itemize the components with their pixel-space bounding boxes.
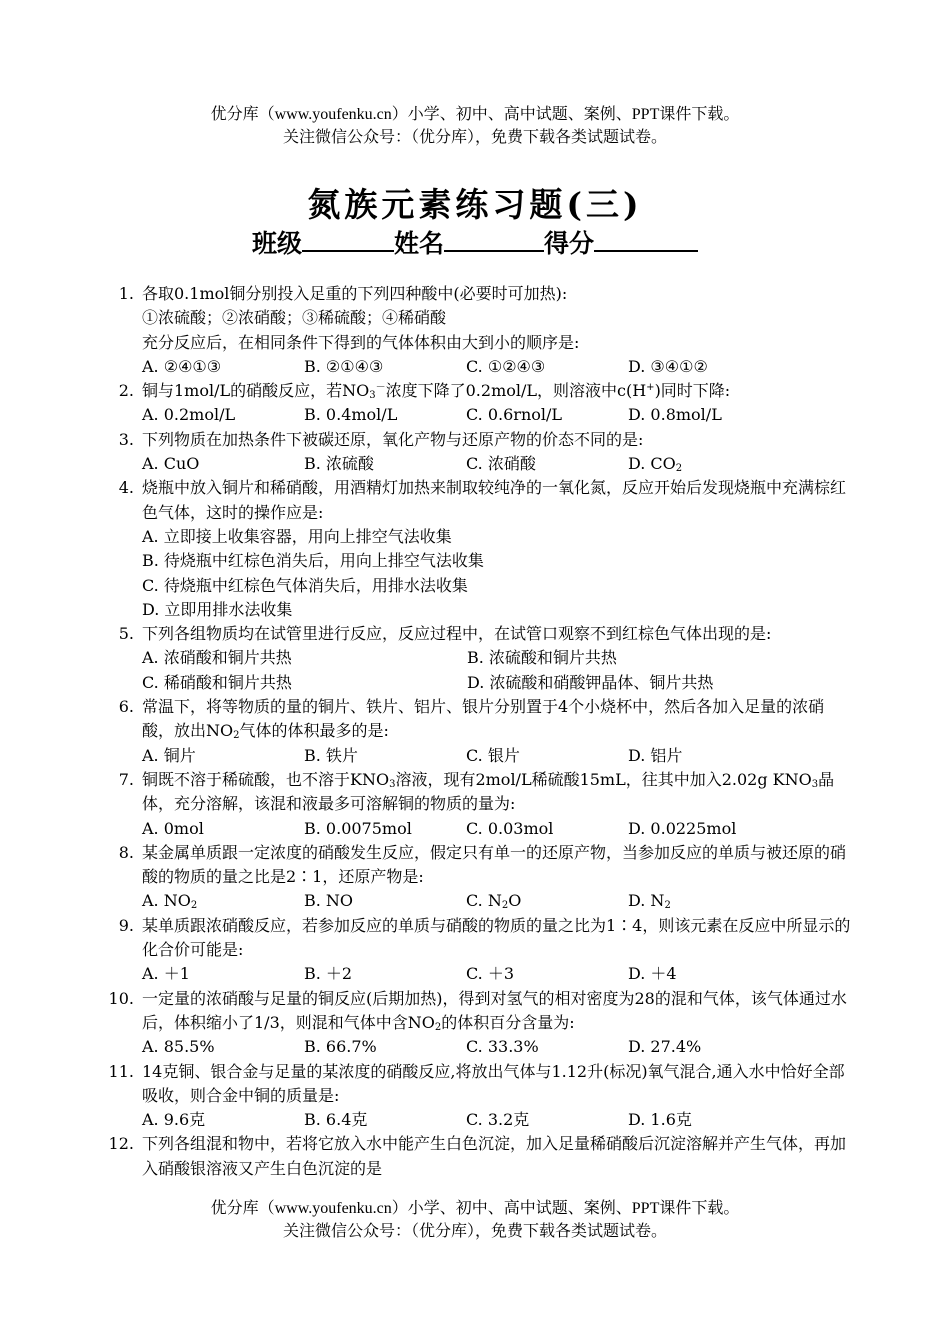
footer-line-2: 关注微信公众号：（优分库），免费下载各类试题试卷。 [282,1221,667,1240]
name-blank[interactable] [444,226,544,252]
option-a[interactable]: A. 铜片 [142,745,196,765]
option-d[interactable]: D. 1.6克 [628,1110,692,1130]
option-c[interactable]: C. 银片 [466,745,520,765]
question-number: 2. [118,381,134,401]
question-text: 烧瓶中放入铜片和稀硝酸，用酒精灯加热来制取较纯净的一氧化氮，反应开始后发现烧瓶中充满棕红色气体，这时的操作应是: [142,478,847,522]
question-text: 铜与1mol/L的硝酸反应，若$NO_3^-$浓度下降了0.2mol/L，则溶液中c(H+)同时下降: [142,381,731,402]
class-label: 班级 [251,229,302,258]
question-text: 下列各组混和物中，若将它放入水中能产生白色沉淀，加入足量稀硝酸后沉淀溶解并产生气体，再加入硝酸银溶液又产生白色沉淀的是 [142,1134,847,1178]
option-d[interactable]: D. 27.4% [628,1037,702,1057]
score-blank[interactable] [594,226,698,252]
option-a[interactable]: A. CuO [142,454,200,474]
option-a[interactable]: A. $NO_2$ [142,891,198,912]
option-c[interactable]: C. ＋3 [466,964,515,984]
question-text: 下列物质在加热条件下被碳还原，氧化产物与还原产物的价态不同的是: [142,429,644,449]
question-5 [0,622,950,695]
option-b[interactable]: B. 6.4克 [304,1110,368,1130]
question-4 [0,476,950,622]
question-number: 9. [118,915,134,935]
question-text: 一定量的浓硝酸与足量的铜反应(后期加热)，得到对氢气的相对密度为28的混和气体，该气体通过水后，体积缩小了1/3，则混和气体中含$NO_2$的体积百分含量为: [142,988,847,1033]
option-a[interactable]: A. 0.2mol/L [142,405,236,425]
option-c[interactable]: C. ①②④③ [466,356,546,376]
question-list [0,282,950,1181]
option-a[interactable]: A. 立即接上收集容器，用向上排空气法收集 [142,526,452,546]
option-c[interactable]: C. 浓硝酸 [466,454,536,474]
question-number: 12. [108,1134,134,1154]
question-7 [0,768,950,841]
option-b[interactable]: B. 0.4mol/L [304,405,398,425]
footer-line-1: 优分库（www.youfenku.cn）小学、初中、高中试题、案例、PPT课件下载。 [210,1200,740,1217]
class-blank[interactable] [302,226,394,252]
question-9 [0,914,950,987]
option-a[interactable]: A. 浓硝酸和铜片共热 [142,648,292,668]
options-row [0,962,950,986]
option-b[interactable]: B. ＋2 [304,964,353,984]
option-b[interactable]: B. 66.7% [304,1037,377,1057]
question-10 [0,987,950,1060]
page-footer [0,1198,950,1242]
question-text: 充分反应后，在相同条件下得到的气体体积由大到小的顺序是: [142,332,580,352]
options-row [0,671,950,695]
option-a[interactable]: A. 85.5% [142,1037,215,1057]
option-c[interactable]: C. $N_2O$ [466,891,522,912]
option-a[interactable]: A. ②④①③ [142,356,222,376]
question-text: 常温下，将等物质的量的铜片、铁片、铝片、银片分别置于4个小烧杯中，然后各加入足量的浓硝酸，放出$NO_2$气体的体积最多的是: [142,697,825,742]
options-row [0,744,950,768]
question-number: 6. [118,697,134,717]
option-d[interactable]: D. 0.8mol/L [628,405,722,425]
student-info-fields [0,226,950,260]
option-a[interactable]: A. 0mol [142,818,204,838]
question-number: 3. [118,429,134,449]
question-12 [0,1132,950,1181]
question-number: 11. [108,1061,134,1081]
option-c[interactable]: C. 33.3% [466,1037,539,1057]
name-label: 姓名 [393,229,444,258]
header-line-1: 优分库（www.youfenku.cn）小学、初中、高中试题、案例、PPT课件下载。 [210,106,740,123]
options-row [0,403,950,427]
option-b[interactable]: B. 浓硫酸 [304,454,374,474]
option-d[interactable]: D. $CO_2$ [628,454,683,475]
header-line-2: 关注微信公众号：（优分库），免费下载各类试题试卷。 [282,127,667,146]
option-c[interactable]: C. 稀硝酸和铜片共热 [142,672,292,692]
options-row [0,355,950,379]
option-d[interactable]: D. 浓硫酸和硝酸钾晶体、铜片共热 [467,672,714,692]
question-3 [0,428,950,477]
question-2 [0,379,950,428]
option-d[interactable]: D. 铝片 [628,745,683,765]
question-number: 4. [118,478,134,498]
option-d[interactable]: D. ③④①② [628,356,708,376]
question-number: 10. [108,988,134,1008]
option-b[interactable]: B. 浓硫酸和铜片共热 [467,648,617,668]
options-row [0,452,950,476]
question-text: 某单质跟浓硝酸反应，若参加反应的单质与硝酸的物质的量之比为1∶4，则该元素在反应中所显示的化合价可能是: [142,915,851,960]
option-d[interactable]: D. $N_2$ [628,891,671,912]
option-b[interactable]: B. 待烧瓶中红棕色消失后，用向上排空气法收集 [142,551,484,571]
question-text: 各取0.1mol铜分别投入足重的下列四种酸中(必要时可加热): [142,284,568,303]
question-1 [0,282,950,379]
question-number: 1. [118,284,134,303]
options-row [0,646,950,670]
option-a[interactable]: A. ＋1 [142,964,190,984]
score-label: 得分 [544,229,595,258]
option-a[interactable]: A. 9.6克 [142,1110,206,1130]
question-11 [0,1060,950,1133]
question-text: 铜既不溶于稀硫酸，也不溶于$KNO_3$溶液，现有2mol/L稀硫酸15mL，往其中加入2.02g $KNO_3$晶体，充分溶解，该混和液最多可溶解铜的物质的量为: [142,769,835,814]
option-b[interactable]: B. 0.0075mol [304,818,412,838]
option-c[interactable]: C. 0.6rnol/L [466,405,563,425]
options-row [0,1108,950,1132]
question-6 [0,695,950,768]
page-header [0,104,950,148]
question-text: 某金属单质跟一定浓度的硝酸发生反应，假定只有单一的还原产物，当参加反应的单质与被还原的硝酸的物质的量之比是2∶1，还原产物是: [142,842,847,887]
options-row [0,817,950,841]
question-number: 5. [118,624,134,644]
option-b[interactable]: B. NO [304,891,354,911]
option-c[interactable]: C. 待烧瓶中红棕色气体消失后，用排水法收集 [142,575,468,595]
option-c[interactable]: C. 3.2克 [466,1110,530,1130]
question-number: 7. [118,769,134,789]
option-c[interactable]: C. 0.03mol [466,818,554,838]
question-text: ①浓硫酸；②浓硝酸；③稀硫酸；④稀硝酸 [142,308,447,328]
option-d[interactable]: D. 0.0225mol [628,818,737,838]
option-b[interactable]: B. ②①④③ [304,356,384,376]
option-d[interactable]: D. 立即用排水法收集 [142,599,293,619]
question-text: 14克铜、银合金与足量的某浓度的硝酸反应,将放出气体与1.12升(标况)氧气混合,通入水中恰好全部吸收，则合金中铜的质量是: [142,1061,845,1105]
question-8 [0,841,950,914]
page-title: 氮族元素练习题(三) [307,185,643,224]
question-text: 下列各组物质均在试管里进行反应，反应过程中，在试管口观察不到红棕色气体出现的是: [142,624,772,644]
question-number: 8. [118,842,134,862]
option-b[interactable]: B. 铁片 [304,745,358,765]
option-d[interactable]: D. ＋4 [628,964,677,984]
options-row [0,1035,950,1059]
options-row [0,889,950,913]
